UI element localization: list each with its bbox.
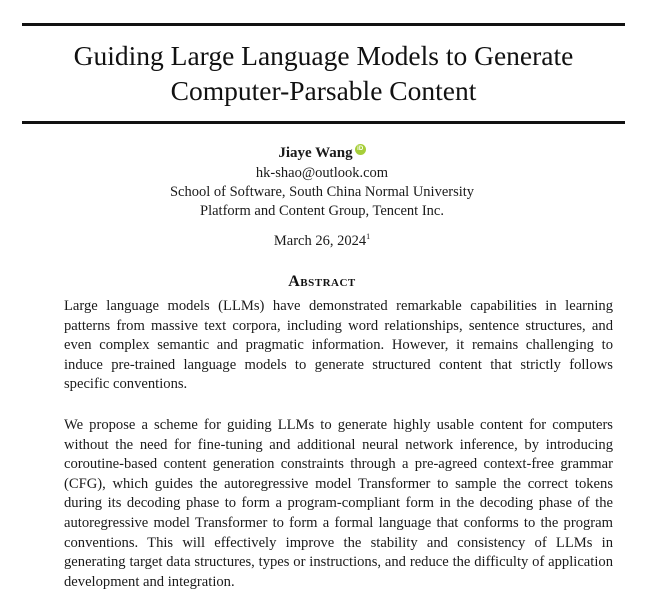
- affiliation-2: Platform and Content Group, Tencent Inc.: [200, 203, 444, 219]
- title-line-1: Guiding Large Language Models to Generate: [73, 40, 574, 71]
- title-top-rule: [22, 23, 625, 26]
- orcid-icon[interactable]: iD: [355, 144, 366, 155]
- paper-date: March 26, 2024: [273, 233, 367, 249]
- author-email[interactable]: hk-shao@outlook.com: [255, 165, 389, 181]
- abstract-paragraph-1: Large language models (LLMs) have demonstrated remarkable capabilities in learning patterns from massive text corpora, including word relationships, sentence structures, and even complex semantic and pragmatic information. However, it remains challenging to induce pre-trained language models to generate structured content that strictly follows specific conventions.: [64, 298, 613, 393]
- author-name: Jiaye Wang: [278, 145, 353, 161]
- date-line: [0, 232, 644, 250]
- title-line-2: Computer-Parsable Content: [170, 75, 477, 106]
- abstract-heading: Abstract: [288, 273, 356, 290]
- paper-title: [22, 38, 625, 108]
- abstract-paragraph-2: We propose a scheme for guiding LLMs to generate highly usable content for computers without the need for fine-tuning and additional neural network inference, by introducing coroutine-based content generation constraints through a pre-agreed context-free grammar (CFG), which guides the autoregressive model Transformer to sample the correct tokens during its decoding phase to form a program-compliant form in the decoding phase of the autoregressive model Transformer to form a formal language that conforms to the program conventions. This will effectively improve the stability and consistency of LLMs in generating target data structures, types or instructions, and reduce the difficulty of application development and integration.: [64, 417, 613, 590]
- footnote-mark[interactable]: 1: [366, 232, 371, 241]
- author-line: [0, 144, 644, 162]
- affiliation-1: School of Software, South China Normal University: [169, 184, 475, 200]
- title-bottom-rule: [22, 121, 625, 124]
